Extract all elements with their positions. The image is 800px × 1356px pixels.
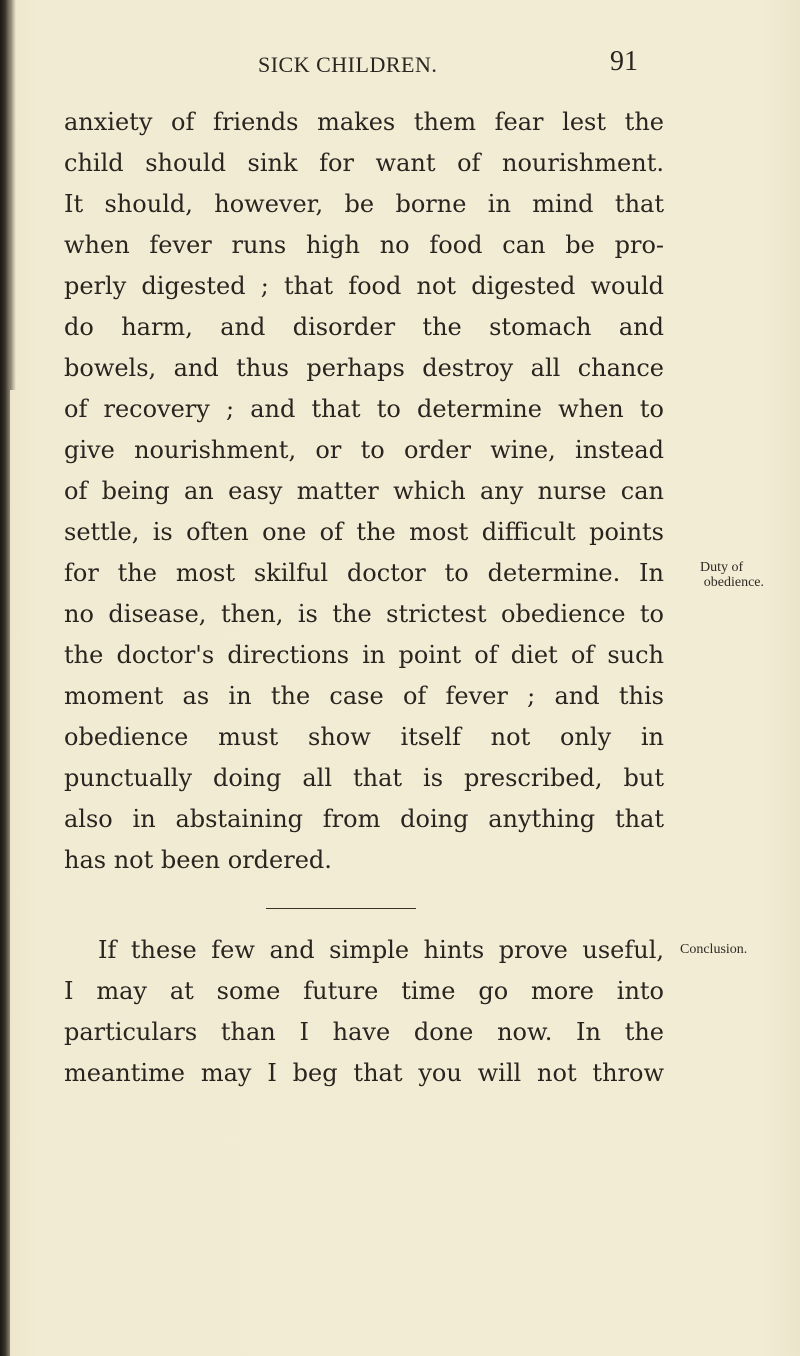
margin-note-line: Duty of: [700, 560, 744, 575]
text-line: punctually doing all that is prescribed, but: [64, 764, 664, 792]
text-line: when fever runs high no food can be pro-: [64, 231, 664, 259]
text-line: child should sink for want of nourishment.: [64, 149, 664, 177]
text-line: bowels, and thus perhaps destroy all chance: [64, 354, 664, 382]
text-line: obedience must show itself not only in: [64, 723, 664, 751]
text-line: perly digested ; that food not digested would: [64, 272, 664, 300]
text-line: If these few and simple hints prove useful,: [98, 936, 664, 964]
text-line: do harm, and disorder the stomach and: [64, 313, 664, 341]
text-line: also in abstaining from doing anything that: [64, 805, 664, 833]
text-line: give nourishment, or to order wine, instead: [64, 436, 664, 464]
margin-note-conclusion: Conclusion.: [680, 942, 748, 957]
text-line: no disease, then, is the strictest obedience to: [64, 600, 664, 628]
margin-note-duty-of-obedience: [672, 560, 782, 590]
text-line: has not been ordered.: [64, 846, 332, 874]
margin-note-line: obedience.: [703, 575, 764, 590]
text-line: for the most skilful doctor to determine. In: [64, 559, 664, 587]
page-binding-edge: [0, 0, 10, 1356]
page-header: [0, 46, 800, 82]
text-line: anxiety of friends makes them fear lest the: [64, 108, 664, 136]
running-title: SICK CHILDREN.: [258, 52, 438, 77]
page-number: 91: [610, 46, 638, 77]
text-line: moment as in the case of fever ; and this: [64, 682, 664, 710]
text-line: I may at some future time go more into: [64, 977, 664, 1005]
section-divider: [266, 908, 416, 909]
text-line: of being an easy matter which any nurse can: [64, 477, 664, 505]
text-line: the doctor's directions in point of diet of such: [64, 641, 664, 669]
text-line: of recovery ; and that to determine when to: [64, 395, 664, 423]
text-line: particulars than I have done now. In the: [64, 1018, 664, 1046]
text-line: It should, however, be borne in mind that: [64, 190, 664, 218]
text-line: meantime may I beg that you will not throw: [64, 1059, 664, 1087]
text-line: settle, is often one of the most difficult points: [64, 518, 664, 546]
